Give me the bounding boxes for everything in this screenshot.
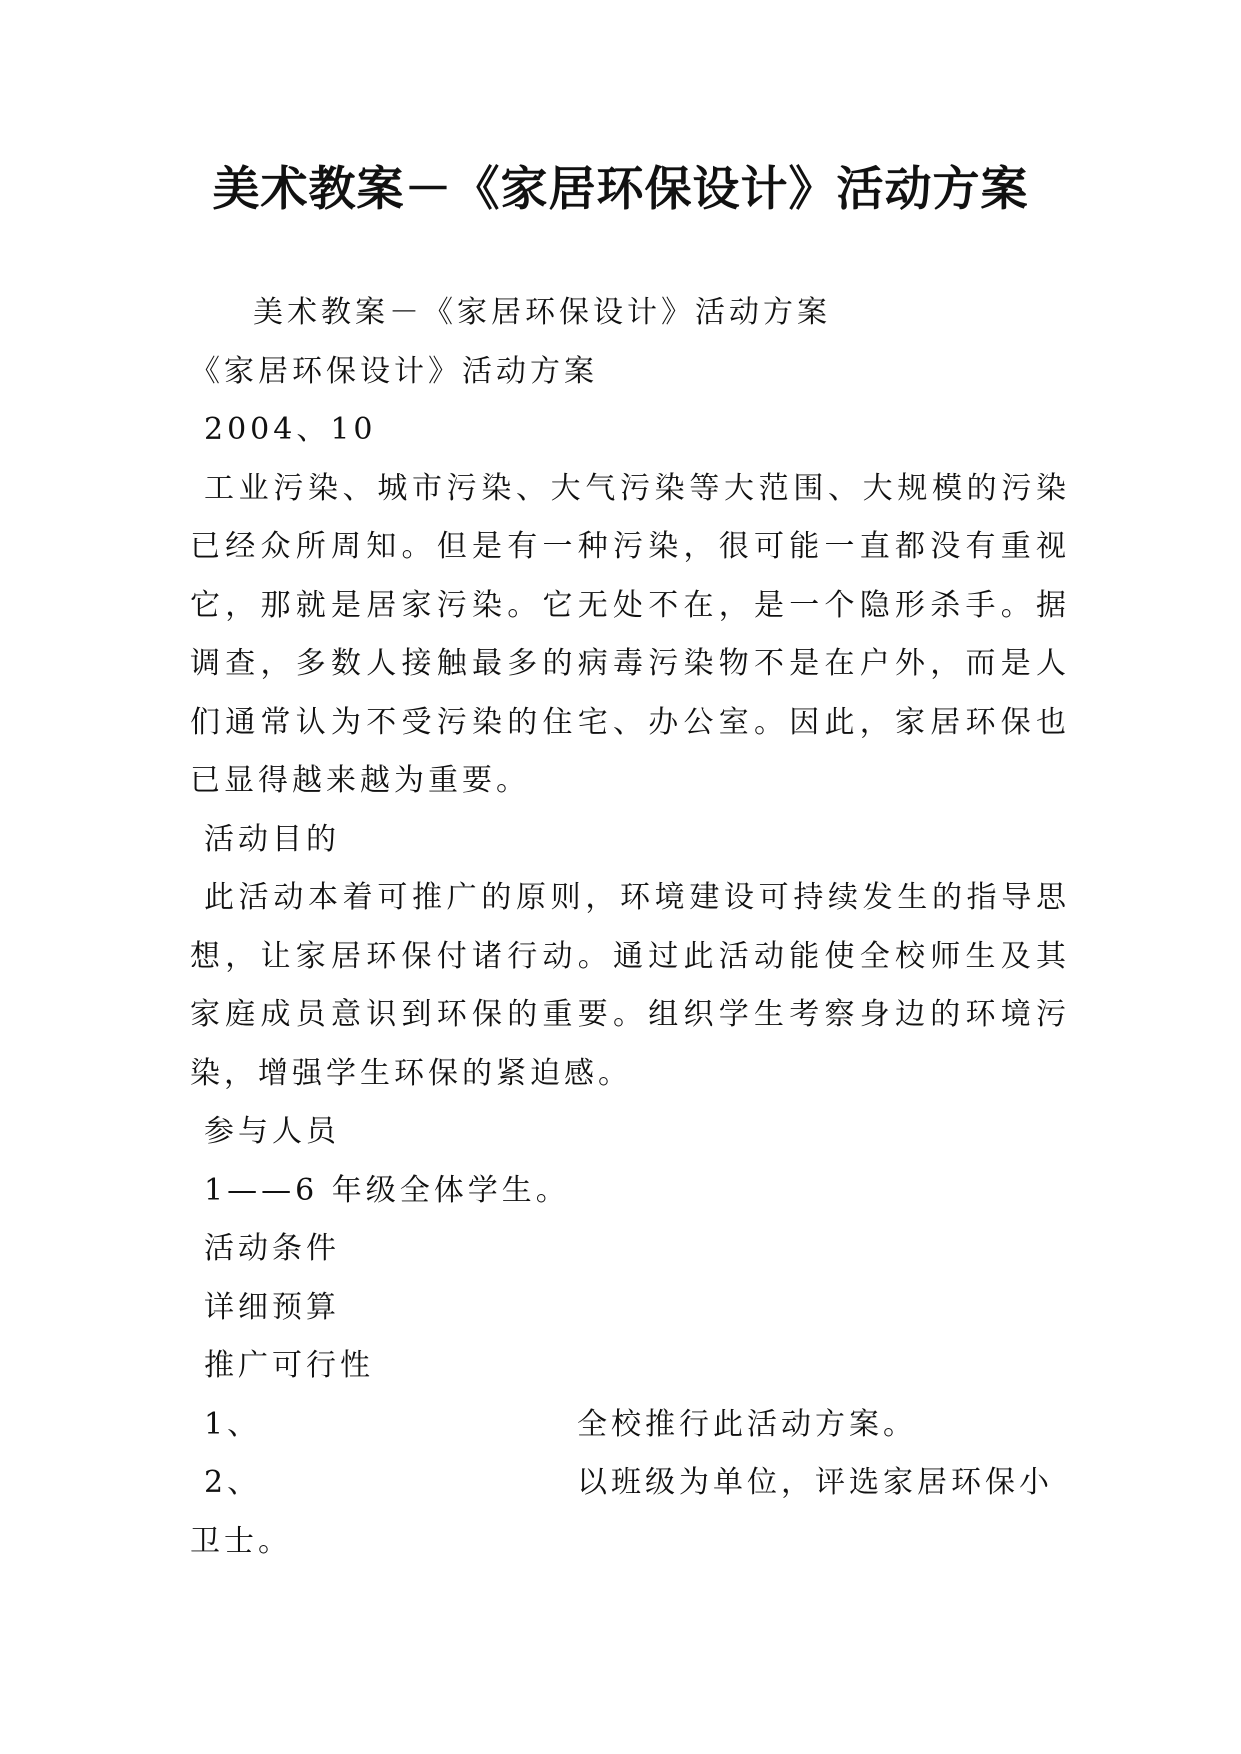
document-title: 美术教案－《家居环保设计》活动方案 <box>212 162 1029 217</box>
feasibility-item <box>190 1454 1070 1513</box>
feasibility-item-number: 2、 <box>204 1465 262 1500</box>
heading-feasibility: 推广可行性 <box>204 1348 374 1383</box>
feasibility-item <box>190 1396 1070 1455</box>
document-body <box>190 284 1070 1571</box>
participants-line: 1——6 年级全体学生。 <box>204 1172 570 1208</box>
feasibility-item-number: 1、 <box>204 1406 262 1442</box>
purpose-paragraph: 此活动本着可推广的原则，环境建设可持续发生的指导思想，让家居环保付诸行动。通过此活动能使全校师生及其家庭成员意识到环保的重要。组织学生考察身边的环境污染，增强学生环保的紧迫感。 <box>190 880 1070 1091</box>
feasibility-item-continuation: 卫士。 <box>190 1523 292 1559</box>
heading-conditions: 活动条件 <box>204 1231 340 1266</box>
feasibility-item-text: 全校推行此活动方案。 <box>577 1406 917 1442</box>
heading-budget: 详细预算 <box>204 1289 340 1325</box>
subtitle-line: 美术教案－《家居环保设计》活动方案 <box>253 295 831 330</box>
heading-participants: 参与人员 <box>204 1114 340 1149</box>
intro-paragraph: 工业污染、城市污染、大气污染等大范围、大规模的污染已经众所周知。但是有一种污染，很可能一直都没有重视它，那就是居家污染。它无处不在，是一个隐形杀手。据调查，多数人接触最多的病毒污染物不是在户外，而是人们通常认为不受污染的住宅、办公室。因此，家居环保也已显得越来越为重要。 <box>190 470 1070 798</box>
heading-purpose: 活动目的 <box>204 821 340 857</box>
plan-name-line: 《家居环保设计》活动方案 <box>190 353 598 389</box>
date-line: 2004、10 <box>204 412 377 447</box>
feasibility-item-text: 以班级为单位，评选家居环保小 <box>577 1465 1053 1500</box>
